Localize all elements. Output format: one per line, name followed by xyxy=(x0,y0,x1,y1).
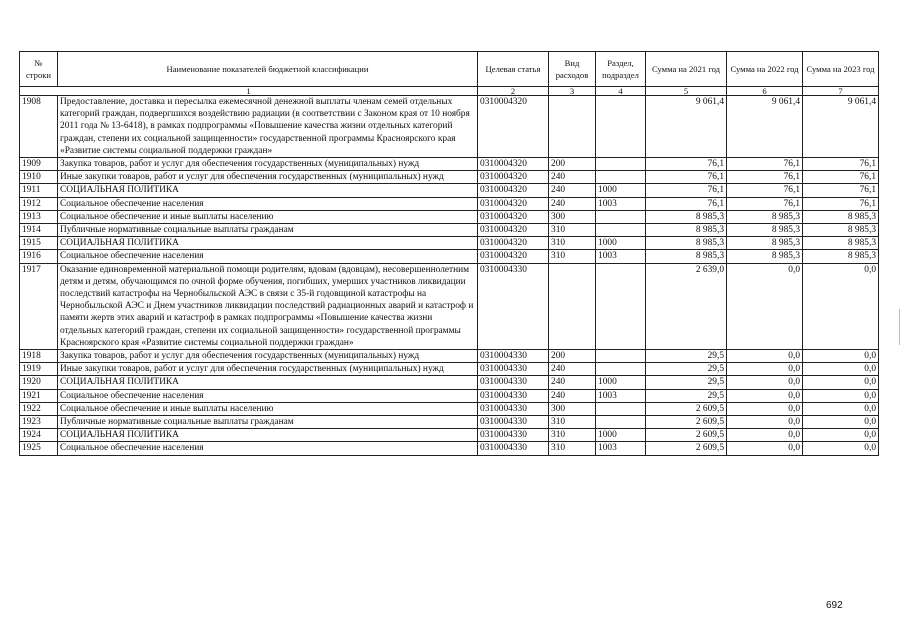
column-number-row xyxy=(20,87,879,96)
table-row xyxy=(20,96,879,158)
row-section xyxy=(596,416,646,429)
row-section xyxy=(596,263,646,349)
page-number: 692 xyxy=(826,600,843,611)
table-row xyxy=(20,376,879,389)
table-row xyxy=(20,224,879,237)
row-number: 1908 xyxy=(20,96,58,158)
row-name: СОЦИАЛЬНАЯ ПОЛИТИКА xyxy=(58,429,478,442)
row-number: 1911 xyxy=(20,184,58,197)
row-expense-type: 240 xyxy=(549,376,596,389)
row-name: Социальное обеспечение и иные выплаты населению xyxy=(58,210,478,223)
row-number: 1923 xyxy=(20,416,58,429)
row-sum-2023: 0,0 xyxy=(803,416,879,429)
header-sum-2021: Сумма на 2021 год xyxy=(646,52,727,87)
table-row xyxy=(20,158,879,171)
row-sum-2021: 29,5 xyxy=(646,376,727,389)
row-sum-2022: 0,0 xyxy=(727,389,803,402)
row-sum-2021: 9 061,4 xyxy=(646,96,727,158)
row-expense-type: 240 xyxy=(549,171,596,184)
table-row xyxy=(20,402,879,415)
column-number: 7 xyxy=(803,87,879,96)
row-sum-2023: 0,0 xyxy=(803,429,879,442)
row-sum-2022: 76,1 xyxy=(727,184,803,197)
row-sum-2023: 76,1 xyxy=(803,197,879,210)
header-expense-type: Вид расходов xyxy=(549,52,596,87)
row-target-article: 0310004320 xyxy=(478,250,549,263)
row-expense-type: 240 xyxy=(549,363,596,376)
row-sum-2022: 76,1 xyxy=(727,197,803,210)
row-sum-2023: 76,1 xyxy=(803,158,879,171)
row-sum-2021: 8 985,3 xyxy=(646,237,727,250)
row-name: Социальное обеспечение населения xyxy=(58,442,478,455)
table-row xyxy=(20,237,879,250)
row-target-article: 0310004330 xyxy=(478,389,549,402)
table-row xyxy=(20,250,879,263)
row-name: Социальное обеспечение населения xyxy=(58,250,478,263)
row-sum-2021: 29,5 xyxy=(646,389,727,402)
row-sum-2023: 9 061,4 xyxy=(803,96,879,158)
row-name: Закупка товаров, работ и услуг для обеспечения государственных (муниципальных) нужд xyxy=(58,350,478,363)
row-name: Социальное обеспечение населения xyxy=(58,197,478,210)
row-name: СОЦИАЛЬНАЯ ПОЛИТИКА xyxy=(58,237,478,250)
row-section xyxy=(596,210,646,223)
row-name: СОЦИАЛЬНАЯ ПОЛИТИКА xyxy=(58,376,478,389)
row-sum-2022: 0,0 xyxy=(727,429,803,442)
row-expense-type: 310 xyxy=(549,442,596,455)
row-sum-2021: 76,1 xyxy=(646,197,727,210)
row-sum-2023: 0,0 xyxy=(803,402,879,415)
row-target-article: 0310004330 xyxy=(478,442,549,455)
row-target-article: 0310004320 xyxy=(478,171,549,184)
row-sum-2021: 8 985,3 xyxy=(646,210,727,223)
row-target-article: 0310004330 xyxy=(478,263,549,349)
table-row xyxy=(20,442,879,455)
row-number: 1912 xyxy=(20,197,58,210)
row-target-article: 0310004320 xyxy=(478,197,549,210)
table-row xyxy=(20,389,879,402)
row-name: Закупка товаров, работ и услуг для обеспечения государственных (муниципальных) нужд xyxy=(58,158,478,171)
row-sum-2023: 0,0 xyxy=(803,442,879,455)
row-name: СОЦИАЛЬНАЯ ПОЛИТИКА xyxy=(58,184,478,197)
row-number: 1913 xyxy=(20,210,58,223)
row-sum-2023: 76,1 xyxy=(803,184,879,197)
table-row xyxy=(20,210,879,223)
row-expense-type: 310 xyxy=(549,250,596,263)
row-name: Иные закупки товаров, работ и услуг для обеспечения государственных (муниципальных) нужд xyxy=(58,363,478,376)
row-target-article: 0310004330 xyxy=(478,416,549,429)
row-sum-2022: 0,0 xyxy=(727,363,803,376)
row-section xyxy=(596,171,646,184)
row-section xyxy=(596,158,646,171)
table-row xyxy=(20,350,879,363)
row-number: 1922 xyxy=(20,402,58,415)
row-expense-type: 310 xyxy=(549,224,596,237)
row-expense-type xyxy=(549,96,596,158)
row-sum-2022: 76,1 xyxy=(727,158,803,171)
row-section xyxy=(596,350,646,363)
row-target-article: 0310004330 xyxy=(478,429,549,442)
table-row xyxy=(20,363,879,376)
budget-table xyxy=(19,51,879,456)
row-name: Социальное обеспечение и иные выплаты населению xyxy=(58,402,478,415)
row-section xyxy=(596,224,646,237)
row-expense-type: 240 xyxy=(549,389,596,402)
row-target-article: 0310004320 xyxy=(478,158,549,171)
row-sum-2022: 0,0 xyxy=(727,376,803,389)
row-sum-2023: 76,1 xyxy=(803,171,879,184)
column-number: 3 xyxy=(549,87,596,96)
row-sum-2022: 8 985,3 xyxy=(727,224,803,237)
row-target-article: 0310004330 xyxy=(478,350,549,363)
column-number: 2 xyxy=(478,87,549,96)
row-sum-2023: 0,0 xyxy=(803,376,879,389)
row-number: 1917 xyxy=(20,263,58,349)
row-expense-type: 300 xyxy=(549,402,596,415)
row-target-article: 0310004320 xyxy=(478,224,549,237)
row-sum-2023: 0,0 xyxy=(803,389,879,402)
table-row xyxy=(20,429,879,442)
row-target-article: 0310004330 xyxy=(478,402,549,415)
row-number: 1920 xyxy=(20,376,58,389)
row-sum-2022: 8 985,3 xyxy=(727,237,803,250)
row-expense-type: 310 xyxy=(549,237,596,250)
row-number: 1925 xyxy=(20,442,58,455)
table-row xyxy=(20,197,879,210)
row-section: 1003 xyxy=(596,442,646,455)
row-expense-type xyxy=(549,263,596,349)
row-sum-2023: 8 985,3 xyxy=(803,224,879,237)
header-target-article: Целевая статья xyxy=(478,52,549,87)
row-name: Публичные нормативные социальные выплаты гражданам xyxy=(58,224,478,237)
row-sum-2023: 8 985,3 xyxy=(803,210,879,223)
column-number: 4 xyxy=(596,87,646,96)
row-expense-type: 310 xyxy=(549,416,596,429)
row-sum-2023: 0,0 xyxy=(803,363,879,376)
row-section xyxy=(596,363,646,376)
row-section: 1003 xyxy=(596,389,646,402)
header-sum-2023: Сумма на 2023 год xyxy=(803,52,879,87)
row-sum-2021: 2 609,5 xyxy=(646,416,727,429)
row-sum-2023: 8 985,3 xyxy=(803,237,879,250)
row-sum-2021: 2 609,5 xyxy=(646,402,727,415)
row-name: Предоставление, доставка и пересылка ежемесячной денежной выплаты членам семей отдельных категорий граждан, подвергшихся воздействию радиации (в соответствии с Законом края от 10 ноября 2011 года № 13-6418), в рамках подпрограммы «Повышение качества жизни отдельных категорий граждан, степени их социальной защищенности» государственной программы Красноярского края «Развитие системы социальной поддержки граждан» xyxy=(58,96,478,158)
row-expense-type: 300 xyxy=(549,210,596,223)
row-sum-2021: 2 609,5 xyxy=(646,442,727,455)
header-row-number: № строки xyxy=(20,52,58,87)
row-number: 1921 xyxy=(20,389,58,402)
row-number: 1919 xyxy=(20,363,58,376)
row-number: 1910 xyxy=(20,171,58,184)
row-sum-2022: 76,1 xyxy=(727,171,803,184)
row-sum-2021: 29,5 xyxy=(646,363,727,376)
row-sum-2021: 8 985,3 xyxy=(646,224,727,237)
table-body xyxy=(20,96,879,456)
row-sum-2021: 2 639,0 xyxy=(646,263,727,349)
header-sum-2022: Сумма на 2022 год xyxy=(727,52,803,87)
row-section: 1000 xyxy=(596,184,646,197)
row-section: 1003 xyxy=(596,250,646,263)
row-name: Оказание единовременной материальной помощи родителям, вдовам (вдовцам), несовершеннолетним детям и детям, обучающимся по очной форме обучения, погибших, умерших участников ликвидации последствий катастрофы на Чернобыльской АЭС в связи с 35-й годовщиной катастрофы на Чернобыльской АЭС и Днем участников ликвидации последствий радиационных аварий и катастроф и памяти жертв этих аварий и катастроф в рамках подпрограммы «Повышение качества жизни отдельных категорий граждан, степени их социальной защищенности» государственной программы Красноярского края «Развитие системы социальной поддержки граждан» xyxy=(58,263,478,349)
row-target-article: 0310004320 xyxy=(478,237,549,250)
row-sum-2022: 0,0 xyxy=(727,350,803,363)
row-sum-2021: 8 985,3 xyxy=(646,250,727,263)
row-target-article: 0310004330 xyxy=(478,376,549,389)
row-number: 1915 xyxy=(20,237,58,250)
row-section: 1000 xyxy=(596,237,646,250)
table-row xyxy=(20,171,879,184)
header-section: Раздел, подраздел xyxy=(596,52,646,87)
row-sum-2022: 0,0 xyxy=(727,402,803,415)
row-name: Социальное обеспечение населения xyxy=(58,389,478,402)
scan-margin-mark xyxy=(899,309,900,345)
row-target-article: 0310004320 xyxy=(478,96,549,158)
row-sum-2022: 0,0 xyxy=(727,416,803,429)
row-sum-2023: 8 985,3 xyxy=(803,250,879,263)
row-sum-2021: 76,1 xyxy=(646,184,727,197)
row-number: 1914 xyxy=(20,224,58,237)
column-number: 1 xyxy=(20,87,478,96)
row-section xyxy=(596,96,646,158)
row-sum-2022: 0,0 xyxy=(727,263,803,349)
row-expense-type: 200 xyxy=(549,158,596,171)
row-section: 1003 xyxy=(596,197,646,210)
row-number: 1916 xyxy=(20,250,58,263)
column-number: 5 xyxy=(646,87,727,96)
header-name: Наименование показателей бюджетной классификации xyxy=(58,52,478,87)
row-sum-2022: 8 985,3 xyxy=(727,250,803,263)
row-expense-type: 310 xyxy=(549,429,596,442)
row-sum-2021: 76,1 xyxy=(646,158,727,171)
row-expense-type: 240 xyxy=(549,184,596,197)
row-section: 1000 xyxy=(596,376,646,389)
row-sum-2022: 9 061,4 xyxy=(727,96,803,158)
row-section xyxy=(596,402,646,415)
row-number: 1918 xyxy=(20,350,58,363)
row-number: 1909 xyxy=(20,158,58,171)
table-row xyxy=(20,184,879,197)
row-target-article: 0310004320 xyxy=(478,184,549,197)
row-sum-2023: 0,0 xyxy=(803,263,879,349)
row-name: Иные закупки товаров, работ и услуг для обеспечения государственных (муниципальных) нужд xyxy=(58,171,478,184)
table-row xyxy=(20,416,879,429)
row-name: Публичные нормативные социальные выплаты гражданам xyxy=(58,416,478,429)
row-expense-type: 240 xyxy=(549,197,596,210)
row-sum-2022: 0,0 xyxy=(727,442,803,455)
row-sum-2021: 76,1 xyxy=(646,171,727,184)
row-sum-2022: 8 985,3 xyxy=(727,210,803,223)
row-target-article: 0310004320 xyxy=(478,210,549,223)
table-header-row xyxy=(20,52,879,87)
row-sum-2021: 2 609,5 xyxy=(646,429,727,442)
row-sum-2023: 0,0 xyxy=(803,350,879,363)
row-section: 1000 xyxy=(596,429,646,442)
row-sum-2021: 29,5 xyxy=(646,350,727,363)
column-number: 6 xyxy=(727,87,803,96)
table-row xyxy=(20,263,879,349)
row-target-article: 0310004330 xyxy=(478,363,549,376)
row-number: 1924 xyxy=(20,429,58,442)
row-expense-type: 200 xyxy=(549,350,596,363)
